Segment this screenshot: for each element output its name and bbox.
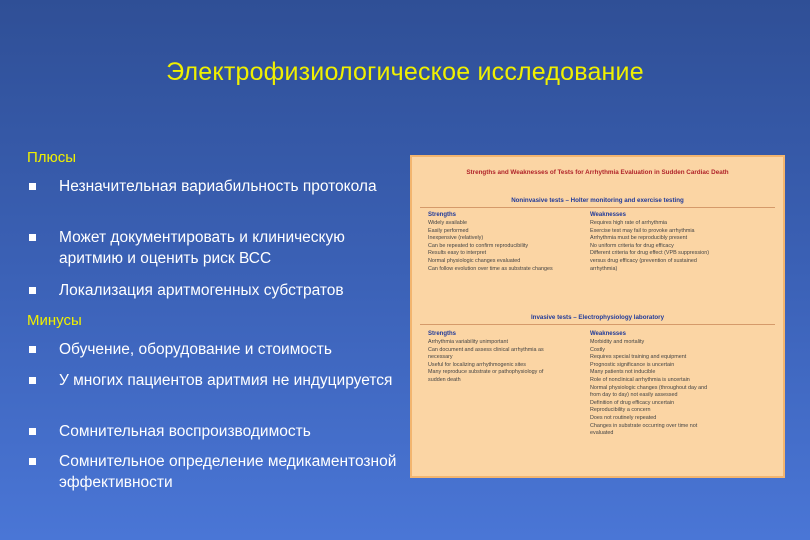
table-cell: Can follow evolution over time as substrate changes (428, 265, 553, 272)
square-bullet-icon (29, 377, 36, 384)
square-bullet-icon (29, 287, 36, 294)
table-cell: Inexpensive (relatively) (428, 235, 484, 242)
table-cell: Widely available (428, 220, 467, 226)
table-cell: Does not routinely repeated (590, 415, 657, 421)
table-cell: Requires special training and equipment (590, 354, 687, 361)
table-cell: Can be repeated to confirm reproducibility (428, 242, 529, 249)
invasive-heading: Invasive tests – Electrophysiology laboratory (530, 314, 665, 321)
table-cell: Many patients not inducible (590, 369, 656, 376)
square-bullet-icon (29, 458, 36, 465)
weaknesses-header: Weaknesses (590, 212, 626, 218)
table-cell: Easily performed (428, 227, 469, 234)
table-cell: Normal physiologic changes evaluated (428, 258, 521, 264)
table-cell: Morbidity and mortality (590, 339, 645, 345)
table-cell: Different criteria for drug effect (VPB suppression) (590, 250, 710, 257)
cons-label: Минусы (27, 312, 82, 329)
table-cell: Costly (590, 346, 605, 353)
table-cell: versus drug efficacy (prevention of sustained (590, 258, 697, 264)
strengths-header: Strengths (428, 212, 457, 218)
strengths-header: Strengths (428, 331, 457, 337)
square-bullet-icon (29, 428, 36, 435)
table-cell: Reproducibility a concern (590, 407, 651, 414)
table-cell: Exercise test may fail to provoke arrhythmia (590, 227, 695, 234)
table-cell: Can document and assess clinical arrhythmia as (428, 346, 544, 353)
table-cell: Many reproduce substrate or pathophysiology of (428, 369, 544, 376)
divider (420, 207, 775, 208)
table-cell: Arrhythmia variability unimportant (428, 339, 508, 345)
square-bullet-icon (29, 234, 36, 241)
table-cell: Prognostic significance is uncertain (590, 361, 675, 368)
table-cell: from day to day) not easily assessed (590, 392, 678, 399)
table-cell: Requires high rate of arrhythmia (590, 220, 668, 226)
comparison-table-image (410, 155, 785, 478)
table-cell: sudden death (428, 377, 461, 383)
table-title: Strengths and Weaknesses of Tests for Arrhythmia Evaluation in Sudden Cardiac Death (466, 169, 729, 176)
table-cell: arrhythmia) (590, 265, 618, 272)
pros-label: Плюсы (27, 149, 77, 166)
table-cell: necessary (428, 354, 453, 361)
table-cell: evaluated (590, 430, 614, 437)
table-cell: Normal physiologic changes (throughout day and (590, 384, 708, 391)
noninvasive-heading: Noninvasive tests – Holter monitoring and exercise testing (511, 197, 684, 204)
square-bullet-icon (29, 183, 36, 190)
table-cell: Useful for localizing arrhythmogenic sites (428, 361, 526, 368)
divider (420, 324, 775, 325)
weaknesses-header: Weaknesses (590, 331, 626, 337)
square-bullet-icon (29, 346, 36, 353)
slide-title: Электрофизиологическое исследование (166, 58, 644, 86)
table-cell: Arrhythmia must be reproducibly present (590, 235, 688, 242)
table-cell: Changes in substrate occurring over time not (590, 422, 698, 429)
table-cell: Results easy to interpret (428, 250, 487, 257)
table-cell: Definition of drug efficacy uncertain (590, 399, 675, 406)
table-cell: No uniform criteria for drug efficacy (590, 242, 674, 249)
table-cell: Role of nonclinical arrhythmia is uncertain (590, 377, 690, 383)
